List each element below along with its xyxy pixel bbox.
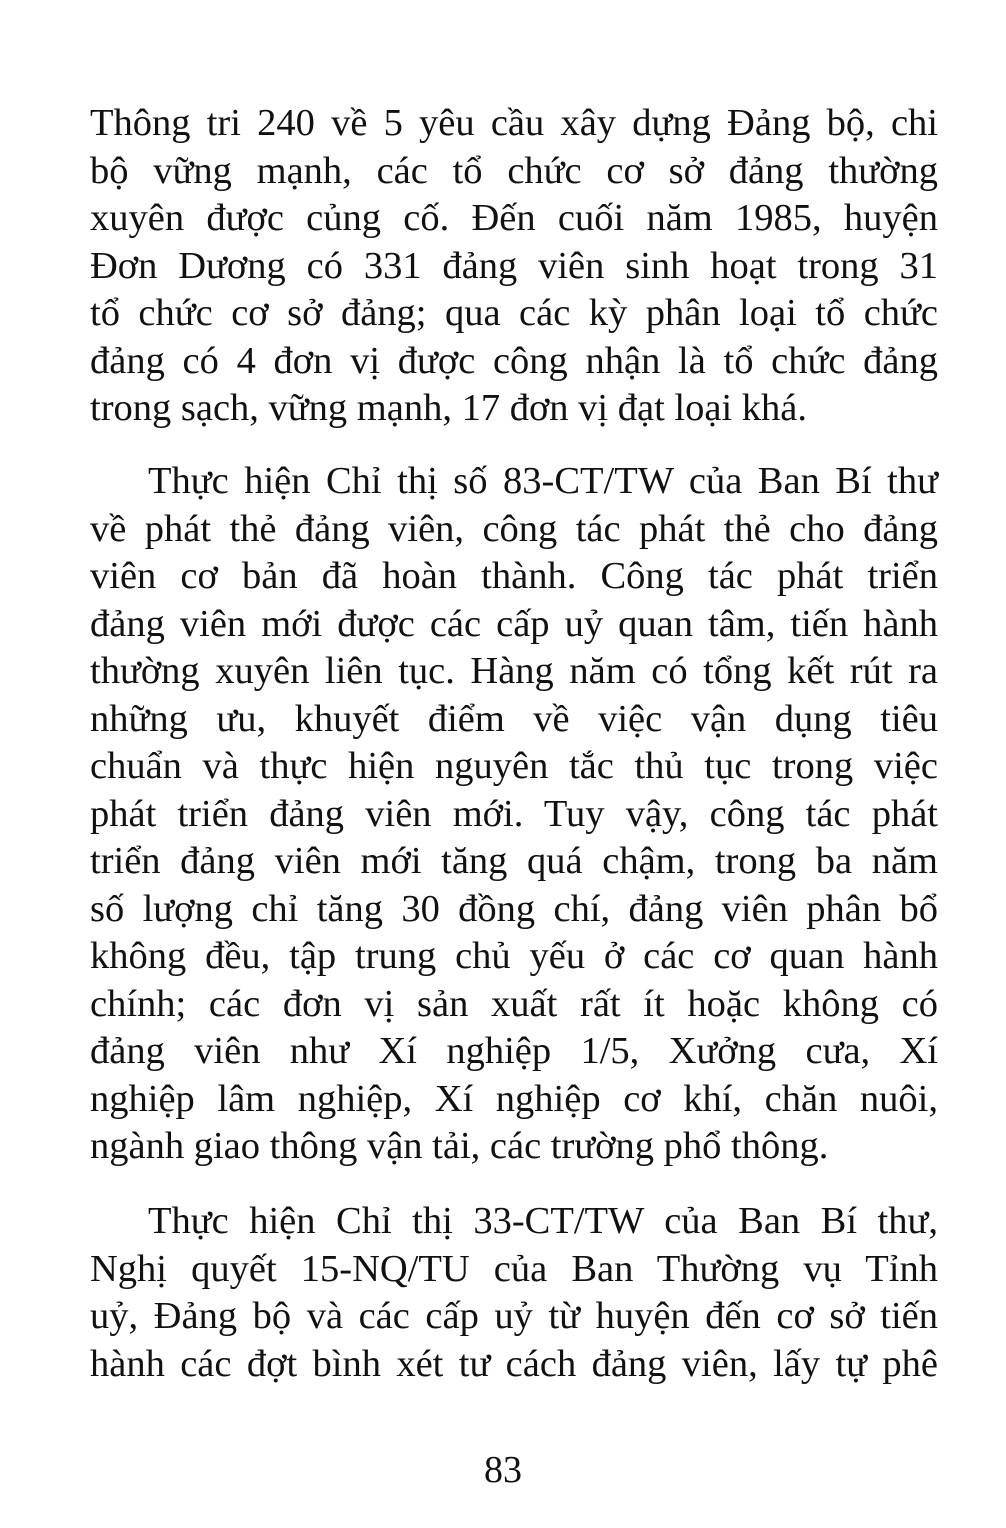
- text-line: chính; các đơn vị sản xuất rất ít hoặc không có: [90, 982, 938, 1025]
- text-line: phát triển đảng viên mới. Tuy vậy, công tác phát: [90, 792, 938, 835]
- text-line: đảng viên mới được các cấp uỷ quan tâm, tiến hành: [90, 602, 938, 645]
- text-line: đảng có 4 đơn vị được công nhận là tổ chức đảng: [90, 339, 938, 382]
- text-line: hành các đợt bình xét tư cách đảng viên, lấy tự phê: [90, 1342, 938, 1385]
- paragraph-3: [90, 1198, 938, 1388]
- text-line: về phát thẻ đảng viên, công tác phát thẻ cho đảng: [90, 507, 938, 550]
- text-line: Thực hiện Chỉ thị số 83-CT/TW của Ban Bí thư: [148, 460, 938, 502]
- text-line: ngành giao thông vận tải, các trường phổ thông.: [90, 1125, 829, 1167]
- text-line: thường xuyên liên tục. Hàng năm có tổng kết rút ra: [90, 650, 938, 692]
- paragraph-1: [90, 100, 938, 433]
- text-line: tổ chức cơ sở đảng; qua các kỳ phân loại tổ chức: [90, 292, 938, 334]
- text-line: bộ vững mạnh, các tổ chức cơ sở đảng thường: [90, 149, 938, 192]
- text-line: những ưu, khuyết điểm về việc vận dụng tiêu: [90, 697, 938, 740]
- text-line: nghiệp lâm nghiệp, Xí nghiệp cơ khí, chăn nuôi,: [90, 1077, 938, 1120]
- text-line: đảng viên như Xí nghiệp 1/5, Xưởng cưa, Xí: [90, 1030, 938, 1072]
- text-line: không đều, tập trung chủ yếu ở các cơ quan hành: [90, 935, 938, 977]
- text-line: Nghị quyết 15-NQ/TU của Ban Thường vụ Tỉnh: [90, 1247, 938, 1290]
- text-line: triển đảng viên mới tăng quá chậm, trong ba năm: [90, 840, 938, 882]
- paragraph-2: [90, 458, 938, 1171]
- page-number: 83: [484, 1449, 522, 1491]
- text-line: xuyên được củng cố. Đến cuối năm 1985, huyện: [90, 197, 938, 239]
- text-line: Thực hiện Chỉ thị 33-CT/TW của Ban Bí thư,: [148, 1200, 938, 1242]
- text-line: Đơn Dương có 331 đảng viên sinh hoạt trong 31: [90, 244, 938, 287]
- text-line: uỷ, Đảng bộ và các cấp uỷ từ huyện đến cơ sở tiến: [90, 1295, 938, 1337]
- text-line: chuẩn và thực hiện nguyên tắc thủ tục trong việc: [90, 745, 938, 787]
- text-line: Thông tri 240 về 5 yêu cầu xây dựng Đảng bộ, chi: [90, 102, 938, 144]
- text-line: trong sạch, vững mạnh, 17 đơn vị đạt loại khá.: [90, 387, 807, 429]
- text-line: viên cơ bản đã hoàn thành. Công tác phát triển: [90, 555, 938, 597]
- text-line: số lượng chỉ tăng 30 đồng chí, đảng viên phân bổ: [90, 887, 938, 930]
